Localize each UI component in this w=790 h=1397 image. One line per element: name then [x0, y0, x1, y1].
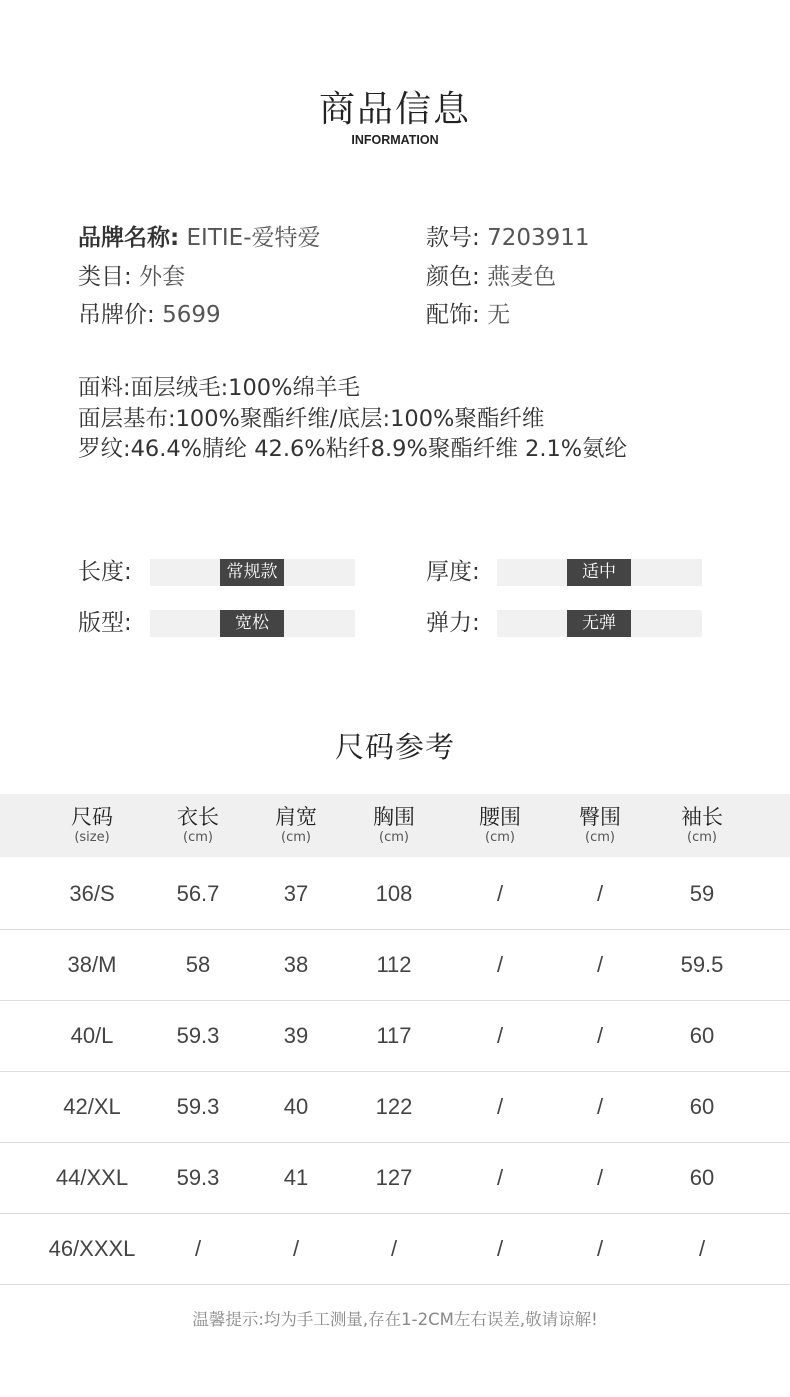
size-cell: 42/XL [63, 1094, 121, 1119]
price-row [78, 300, 221, 330]
measurement-cell: / [596, 1094, 604, 1119]
table-row [0, 858, 790, 930]
header-name: 胸围 [373, 805, 415, 829]
accessory-value: 无 [487, 302, 511, 328]
fit-chip: 宽松 [220, 610, 284, 637]
measurement-cell: / [698, 1236, 706, 1261]
header-cell [334, 804, 454, 846]
measurement-cell: 37 [283, 881, 309, 906]
header-unit: (cm) [183, 830, 213, 845]
fit-bar [150, 610, 355, 637]
header-unit: (size) [74, 830, 110, 845]
measurement-cell: 56.7 [176, 881, 220, 906]
measurement-cell: / [596, 1236, 604, 1261]
measurement-cell: / [596, 881, 604, 906]
header-cell [32, 804, 152, 846]
elasticity-chip: 无弹 [567, 610, 631, 637]
price-value: 5699 [162, 302, 221, 328]
measurement-cell: / [596, 1165, 604, 1190]
page-subtitle: INFORMATION [351, 133, 439, 147]
price-label: 吊牌价: [78, 302, 155, 328]
measurement-cell: / [496, 952, 504, 977]
measurement-cell: 59 [689, 881, 715, 906]
measurement-cell: / [496, 881, 504, 906]
brand-value: EITIE-爱特爱 [186, 225, 321, 251]
header-unit: (cm) [687, 830, 717, 845]
accessory-row [426, 300, 510, 330]
measurement-cell: 59.5 [680, 952, 724, 977]
length-label: 长度: [78, 559, 132, 585]
length-chip: 常规款 [220, 559, 284, 586]
table-row [0, 1071, 790, 1143]
measurement-cell: / [292, 1236, 300, 1261]
header-unit: (cm) [585, 830, 615, 845]
measurement-cell: 58 [185, 952, 211, 977]
size-cell: 46/XXXL [48, 1236, 136, 1261]
measurement-cell: / [496, 1094, 504, 1119]
measurement-cell: / [390, 1236, 398, 1261]
header-name: 衣长 [177, 805, 219, 829]
measurement-cell: / [496, 1236, 504, 1261]
measurement-cell: 59.3 [176, 1165, 220, 1190]
accessory-label: 配饰: [426, 302, 480, 328]
measurement-cell: 117 [376, 1023, 412, 1048]
header-unit: (cm) [379, 830, 409, 845]
table-row [0, 1213, 790, 1285]
color-value: 燕麦色 [487, 264, 557, 290]
header-cell [642, 804, 762, 846]
measurement-cell: 41 [283, 1165, 309, 1190]
measurement-cell: / [194, 1236, 202, 1261]
header-unit: (cm) [281, 830, 311, 845]
category-row [78, 262, 185, 292]
measurement-cell: 60 [689, 1023, 715, 1048]
size-table-header [0, 794, 790, 857]
table-row [0, 1000, 790, 1072]
color-label: 颜色: [426, 264, 480, 290]
header-name: 腰围 [479, 805, 521, 829]
measurement-cell: / [596, 952, 604, 977]
measurement-cell: 38 [283, 952, 309, 977]
style-no-label: 款号: [426, 225, 480, 251]
measurement-cell: 60 [689, 1165, 715, 1190]
measurement-cell: 40 [283, 1094, 309, 1119]
header-name: 臀围 [579, 805, 621, 829]
length-bar [150, 559, 355, 586]
fabric-line: 面层基布:100%聚酯纤维/底层:100%聚酯纤维 [78, 405, 545, 432]
category-value: 外套 [139, 264, 186, 290]
fabric-line: 罗纹:46.4%腈纶 42.6%粘纤8.9%聚酯纤维 2.1%氨纶 [78, 436, 628, 462]
measurement-cell: / [496, 1023, 504, 1048]
measurement-cell: / [596, 1023, 604, 1048]
thickness-label: 厚度: [426, 559, 480, 585]
measurement-cell: 108 [375, 881, 413, 906]
measurement-cell: 122 [375, 1094, 413, 1119]
style-no-row [426, 223, 590, 253]
measurement-tip: 温馨提示:均为手工测量,存在1-2CM左右误差,敬请谅解! [192, 1310, 598, 1329]
fit-label: 版型: [78, 610, 132, 636]
style-no-value: 7203911 [487, 225, 590, 251]
table-row [0, 929, 790, 1001]
elasticity-label: 弹力: [426, 610, 480, 636]
measurement-cell: 60 [689, 1094, 715, 1119]
size-cell: 36/S [69, 881, 115, 906]
header-name: 袖长 [681, 805, 723, 829]
size-chart-title: 尺码参考 [334, 730, 455, 764]
measurement-cell: 59.3 [176, 1023, 220, 1048]
size-cell: 40/L [70, 1023, 114, 1048]
size-cell: 44/XXL [55, 1165, 129, 1190]
measurement-cell: / [496, 1165, 504, 1190]
measurement-cell: 59.3 [176, 1094, 220, 1119]
measurement-cell: 39 [283, 1023, 309, 1048]
thickness-bar [497, 559, 702, 586]
brand-row [78, 223, 321, 253]
header-name: 尺码 [71, 805, 113, 829]
fabric-line: 面料:面层绒毛:100%绵羊毛 [78, 375, 360, 401]
size-cell: 38/M [67, 952, 117, 977]
category-label: 类目: [78, 264, 132, 290]
elasticity-bar [497, 610, 702, 637]
page-title: 商品信息 [318, 89, 471, 130]
header-name: 肩宽 [275, 805, 317, 829]
header-unit: (cm) [485, 830, 515, 845]
measurement-cell: 127 [375, 1165, 413, 1190]
measurement-cell: 112 [376, 952, 412, 977]
table-row [0, 1142, 790, 1214]
fabric-composition [78, 373, 627, 465]
color-row [426, 262, 556, 292]
thickness-chip: 适中 [567, 559, 631, 586]
brand-label: 品牌名称: [78, 225, 180, 251]
